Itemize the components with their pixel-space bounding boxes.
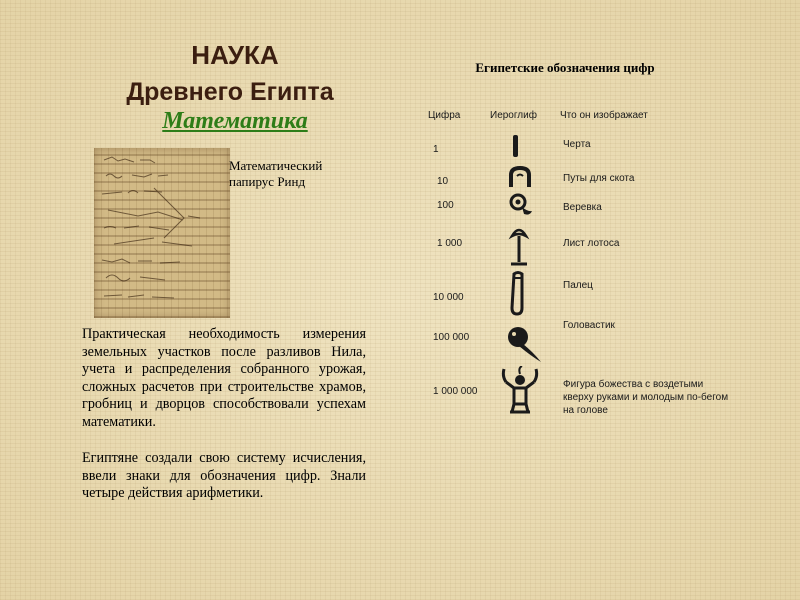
papyrus-image xyxy=(94,148,230,318)
papyrus-caption: Математический папирус Ринд xyxy=(229,158,323,189)
stroke-icon xyxy=(508,134,524,158)
digit-10000: 10 000 xyxy=(433,292,464,303)
rope-coil-icon xyxy=(508,192,534,218)
digit-1000000: 1 000 000 xyxy=(433,386,478,397)
meaning-1: Черта xyxy=(563,139,591,150)
digit-1: 1 xyxy=(433,144,439,155)
header-meaning: Что он изображает xyxy=(560,110,648,121)
table-title: Египетские обозначения цифр xyxy=(475,60,655,75)
meaning-1000: Лист лотоса xyxy=(563,238,620,249)
tadpole-icon xyxy=(505,322,545,364)
meaning-1000000: Фигура божества с воздетыми кверху руками и молодым по-бегом на голове xyxy=(563,379,729,416)
papyrus-scribbles xyxy=(94,148,230,318)
meaning-100: Веревка xyxy=(563,202,602,213)
paragraph-1: Практическая необходимость измерения земельных участков после разливов Нила, учета и распределения собранного урожая, сложных расчетов при строительстве храмов, гробниц и дворцов способствовали успехам математики. xyxy=(82,326,366,430)
digit-1000: 1 000 xyxy=(437,238,463,249)
finger-icon xyxy=(508,270,528,316)
god-heh-icon xyxy=(498,366,542,416)
page-title-line2: Древнего Египта xyxy=(126,78,334,106)
meaning-100000: Головастик xyxy=(563,320,615,331)
lotus-icon xyxy=(506,224,532,268)
digit-100: 100 xyxy=(437,200,454,211)
meaning-10: Путы для скота xyxy=(563,173,635,184)
page-subtitle: Математика xyxy=(162,108,308,134)
header-glyph: Иероглиф xyxy=(490,110,537,121)
paragraph-2: Египтяне создали свою систему исчисления, ввели знаки для обозначения цифр. Знали четыре действия арифметики. xyxy=(82,450,366,501)
digit-10: 10 xyxy=(437,176,449,187)
header-digit: Цифра xyxy=(428,110,461,121)
page-title-line1: НАУКА xyxy=(191,40,279,70)
digit-100000: 100 000 xyxy=(433,332,470,343)
cattle-hobble-icon xyxy=(508,166,532,188)
meaning-10000: Палец xyxy=(563,280,593,291)
